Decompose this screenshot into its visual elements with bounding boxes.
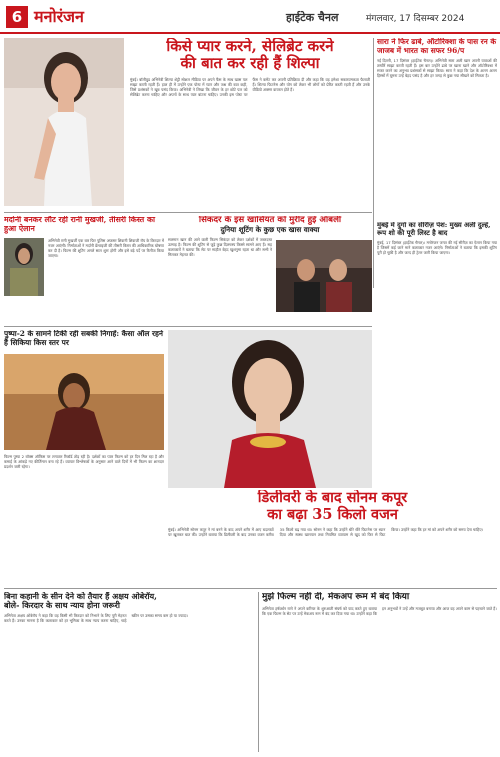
harshvardhan-body: अभिनेता हर्षवर्धन राणे ने अपने करियर के शुरुआती संघर्ष को याद करते हुए बताया कि एक फिल्म के सेट पर उन्हें मेकअप रूम में बंद कर दिया गया था। उन्होंने कहा कि इन अनुभवों ने उन्हें और मजबूत बनाया और आज वह अपने काम से पहचाने जाते हैं।	[262, 606, 497, 617]
masthead	[0, 0, 500, 34]
sara-body: नई दिल्ली, 17 दिसंबर (हाईटेक चैनल)। अभिनेत्री सारा अली खान अपनी यात्राओं की तस्वीरें साझा करती रहती हैं। इस बार उन्होंने ढाबे पर खाना खाने और ऑटोरिक्शा में सफर करने का अनुभव प्रशंसकों से साझा किया। सारा ने कहा कि देश के अलग अलग हिस्सों में घूमना उन्हें बेहद पसंद है और हर जगह से कुछ नया सीखने को मिलता है।	[377, 58, 497, 79]
sikandar-subheadline: दुनिया शूटिंग के कुछ एक खास वाक्या	[220, 224, 320, 234]
pushpa-body-wrap	[4, 454, 164, 494]
mumbai-story	[377, 222, 497, 292]
mardani-body: अभिनेत्री रानी मुखर्जी एक बार फिर पुलिस अफसर शिवानी शिवाजी रॉय के किरदार में नजर आएंगी। निर्माताओं ने मर्दानी फ्रेंचाइजी की तीसरी किस्त की आधिकारिक घोषणा कर दी है। फिल्म की शूटिंग अगले साल शुरू होगी और इसे बड़े पर्दे पर रिलीज किया जाएगा।	[48, 238, 164, 258]
column-divider	[373, 38, 374, 288]
shilpa-story	[130, 38, 370, 210]
mardani-photo	[4, 238, 44, 296]
sonam-headline-line1: डिलीवरी के बाद सोनम कपूर	[257, 490, 408, 506]
shilpa-headline-line1: किसे प्यार करने, सेलिब्रेट करने	[166, 38, 334, 55]
akshay-headline-line1: बिना कहानी के सीन देने को तैयार हैं अक्षय ओबेरॉय,	[4, 592, 157, 601]
sikandar-photo	[276, 240, 372, 312]
sonam-headline-line2: का बढ़ा 35 किलो वजन	[267, 505, 398, 523]
mardani-headline: मर्दानी बनकर लौट रही रानी मुखर्जी, तीसरी किस्त का हुआ ऐलान	[4, 216, 155, 233]
mardani-body-wrap	[48, 238, 164, 320]
horizontal-divider	[4, 326, 372, 327]
harshvardhan-headline: मुझे फिल्म नहीं दी, मेकअप रूम में बंद किया	[262, 592, 410, 602]
akshay-story	[4, 592, 254, 752]
shilpa-body: मुंबई। बॉलीवुड अभिनेत्री शिल्पा शेट्टी सोशल मीडिया पर अपने फैंस के साथ खास पल साझा करती रहती हैं। हाल ही में उन्होंने एक पोस्ट में प्यार और जश्न की बात कही, जिसे प्रशंसकों ने खूब पसंद किया। अभिनेत्री ने लिखा कि जीवन के हर छोटे पल को सेलिब्रेट करना चाहिए और अपनों के साथ प्यार बांटना चाहिए। उनकी इस पोस्ट पर फैंस ने कमेंट कर अपनी प्रतिक्रिया दी और कहा कि वह हमेशा सकारात्मकता फैलाती हैं। शिल्पा फिटनेस और योग को लेकर भी लोगों को प्रेरित करती रहती हैं और उनके वीडियो अक्सर वायरल होते हैं।	[130, 76, 370, 97]
pushpa-headline: पुष्पा-2 के सामने टिकी रही सबकी निगाहें: कैसा ऑल रहने हैं सिकिया किस स्तर पर	[4, 330, 164, 347]
sonam-story	[168, 490, 497, 584]
column-divider	[258, 592, 259, 752]
mumbai-headline: मुंबई में दुर्गा का सीरीज़ पेश: मुख्य अली दुल्हें, रूप शो की पूरी लिस्ट है बाद	[377, 222, 491, 237]
akshay-body: अभिनेता अक्षय ओबेरॉय ने कहा कि वह किसी भी किरदार को निभाने के लिए पूरी मेहनत करते हैं। उनका मानना है कि कलाकार को हर भूमिका के साथ न्याय करना चाहिए, चाहे स्क्रीन पर उसका समय कम हो या ज्यादा।	[4, 613, 188, 624]
horizontal-divider	[4, 588, 497, 589]
shilpa-photo	[4, 38, 124, 206]
mumbai-body: मुंबई, 17 दिसंबर (हाईटेक चैनल)। मनोरंजन जगत की नई सीरीज़ का ऐलान किया गया है जिसमें कई जाने माने कलाकार नजर आएंगे। निर्माताओं ने बताया कि इसकी शूटिंग पूरी हो चुकी है और जल्द ही ट्रेलर जारी किया जाएगा।	[377, 239, 497, 255]
pushpa-body: फिल्म पुष्पा 2 बॉक्स ऑफिस पर लगातार रिकॉर्ड तोड़ रही है। दर्शकों का प्यार फिल्म को हर दिन मिल रहा है और कमाई के आंकड़े नए कीर्तिमान बना रहे हैं। व्यापार विश्लेषकों के अनुसार आने वाले दिनों में भी फिल्म का शानदार प्रदर्शन जारी रहेगा।	[4, 454, 164, 469]
sonam-body: मुंबई। अभिनेत्री सोनम कपूर ने मां बनने के बाद अपने शरीर में आए बदलावों पर खुलकर बात की। उन्होंने बताया कि डिलीवरी के बाद उनका वजन करीब 35 किलो बढ़ गया था। सोनम ने कहा कि उन्होंने धीरे धीरे फिटनेस पर ध्यान दिया और स्वस्थ खानपान तथा नियमित व्यायाम से खुद को फिर से फिट किया। उन्होंने कहा कि हर मां को अपने शरीर को समय देना चाहिए।	[168, 527, 483, 538]
newspaper-brand: हाईटेक चैनल	[286, 11, 339, 24]
sikandar-headline: सिकंदर के इस खासियत को मुरीद हुई ऑबली	[198, 216, 342, 225]
sara-headline: सारा ने फिर ढाबे, ऑटोरिक्शा के पास रन के जाजब में भारत का सफर 96/प	[377, 38, 497, 55]
section-title: मनोरंजन	[34, 7, 84, 26]
akshay-headline-line2: बोले- किरदार के साथ न्याय होना जरूरी	[4, 600, 120, 611]
sonam-photo	[168, 330, 372, 488]
sikandar-body: सलमान खान की आने वाली फिल्म सिकंदर को लेकर दर्शकों में जबरदस्त उत्साह है। फिल्म की शूटिंग से जुड़े कुछ दिलचस्प किस्से सामने आए हैं। सह कलाकारों ने बताया कि सेट पर माहौल बेहद खुशनुमा रहता था और सभी ने मिलकर मेहनत की।	[168, 237, 272, 258]
horizontal-divider	[4, 212, 372, 213]
dateline: मंगलवार, 17 दिसम्बर 2024	[366, 14, 465, 24]
page-number: 6	[6, 6, 28, 28]
harshvardhan-story	[262, 592, 497, 752]
sara-story	[377, 38, 497, 218]
pushpa-photo	[4, 354, 164, 450]
shilpa-headline-line2: की बात कर रही हैं शिल्पा	[180, 54, 320, 73]
